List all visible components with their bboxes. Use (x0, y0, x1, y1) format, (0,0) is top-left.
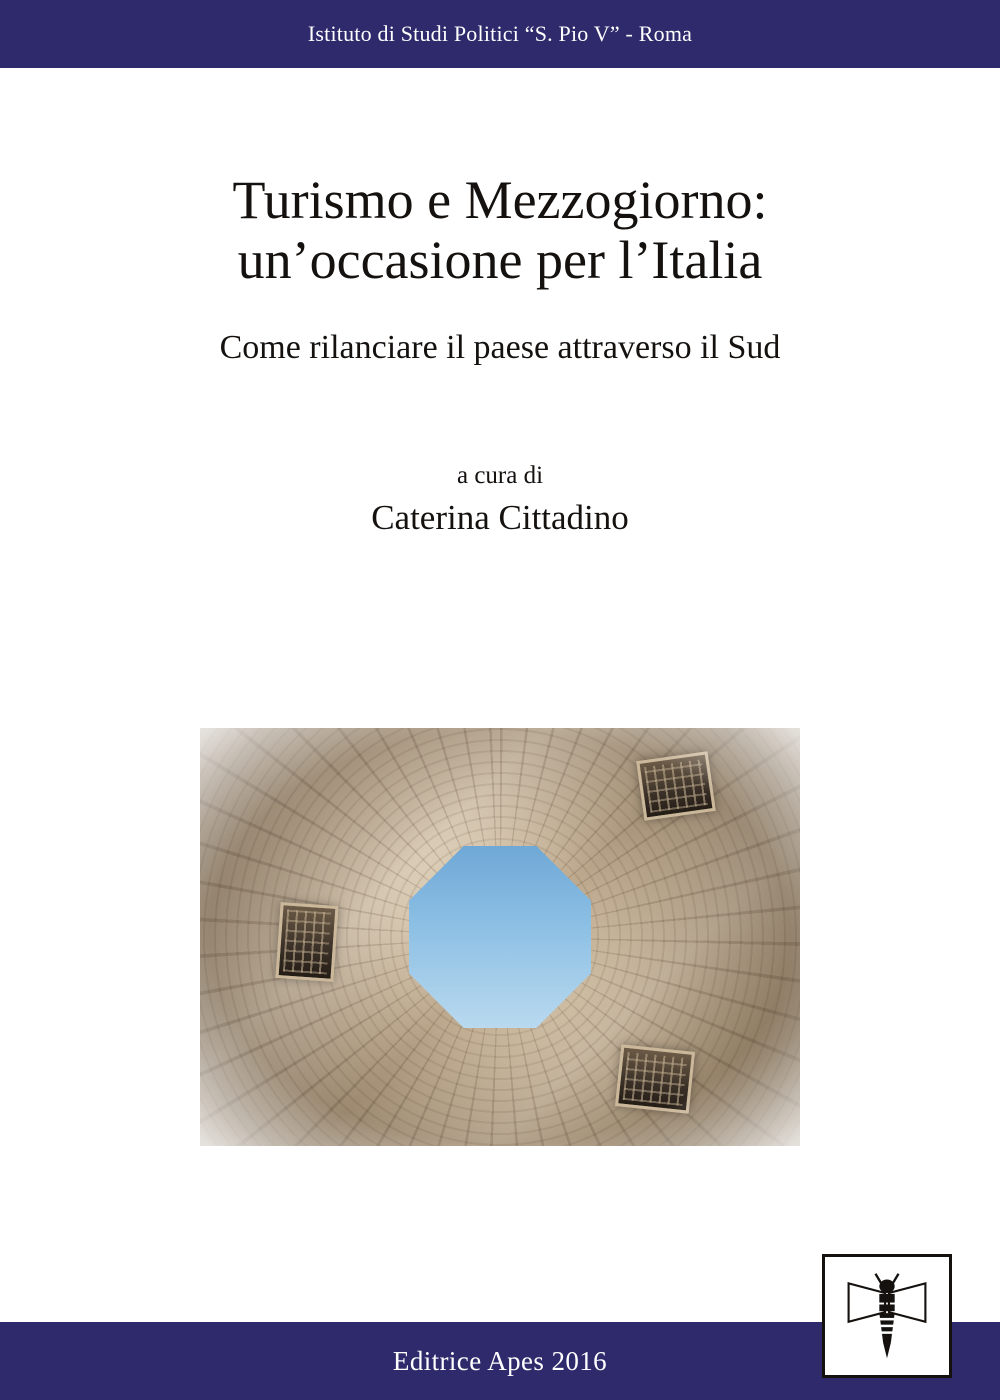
window-niche-top-right (636, 751, 716, 820)
editor-label: a cura di (456, 462, 544, 489)
window-niche-left (275, 902, 338, 982)
cover-photo-image (200, 728, 800, 1146)
editor-name: Caterina Cittadino (371, 498, 629, 537)
institute-banner-text: Istituto di Studi Politici “S. Pio V” - Roma (307, 21, 693, 46)
window-bars (623, 1052, 688, 1106)
cover-photo (200, 728, 800, 1146)
subtitle: Come rilanciare il paese attraverso il Sud (219, 328, 781, 366)
title-line-1: Turismo e Mezzogiorno: (232, 170, 768, 230)
window-bars (644, 759, 708, 813)
window-bars (283, 910, 331, 975)
editor-block (0, 462, 1000, 538)
bee-logo-icon (839, 1268, 935, 1364)
page-title (0, 170, 1000, 291)
bee-logo (822, 1254, 952, 1378)
title-line-2: un’occasione per l’Italia (237, 230, 763, 291)
publisher-text: Editrice Apes 2016 (392, 1345, 608, 1376)
window-niche-bottom (615, 1044, 695, 1113)
title-block (0, 170, 1000, 367)
institute-banner (0, 0, 1000, 68)
